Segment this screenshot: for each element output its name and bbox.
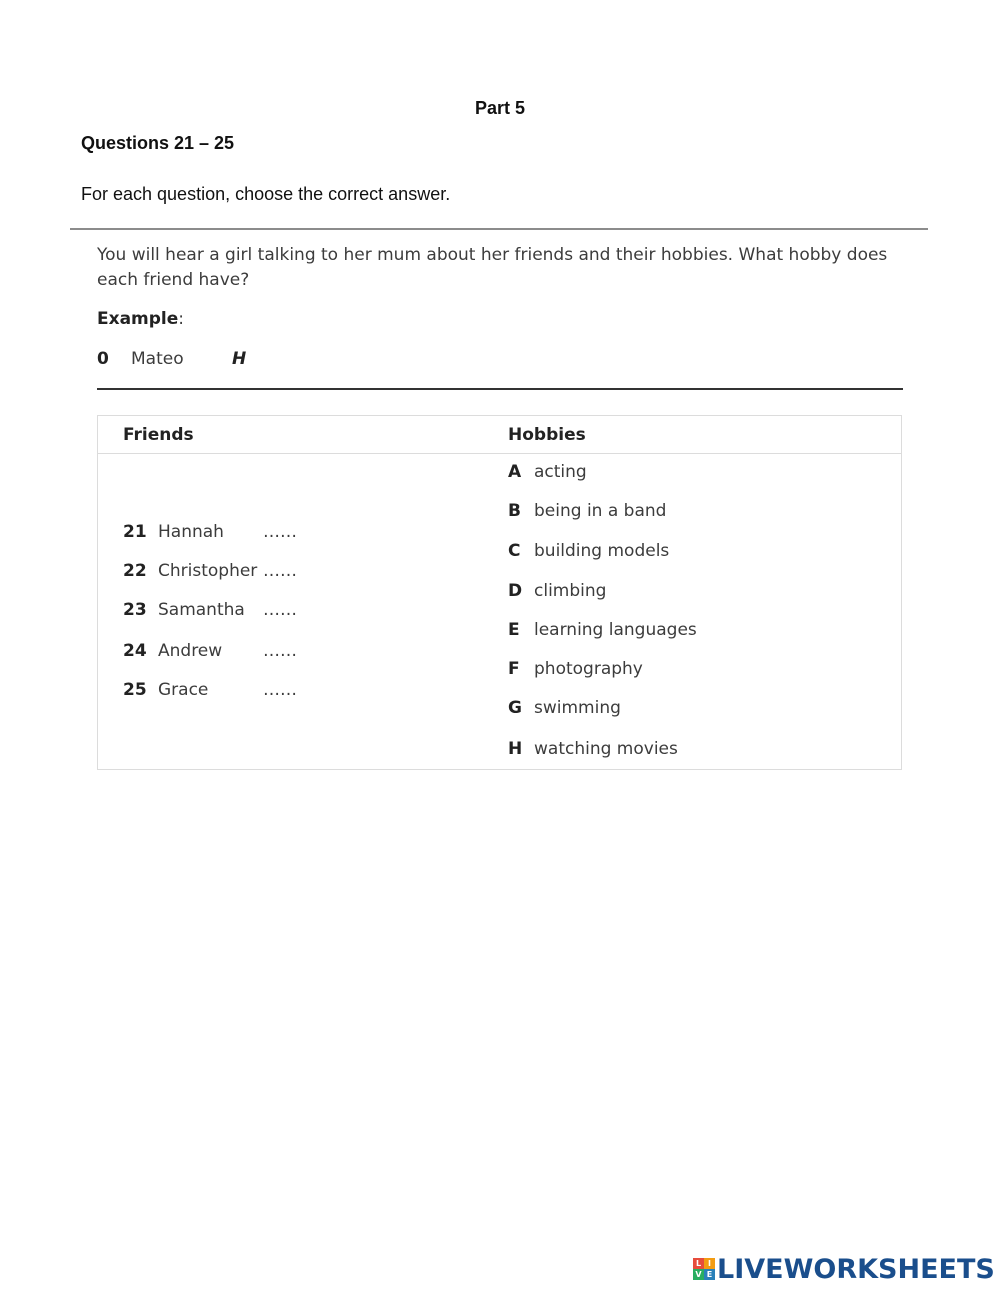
hobby-label: watching movies [534, 739, 678, 759]
friend-row [123, 561, 297, 581]
liveworksheets-logo [693, 1252, 995, 1286]
hobby-option [508, 620, 697, 640]
logo-mark-letter: E [704, 1269, 715, 1280]
hobby-letter: C [508, 541, 521, 561]
friend-number: 21 [123, 522, 147, 542]
hobby-label: being in a band [534, 501, 667, 521]
hobby-letter: G [508, 698, 522, 718]
friend-name: Grace [158, 680, 209, 700]
hobby-letter: B [508, 501, 521, 521]
friend-name: Andrew [158, 641, 223, 661]
friend-name: Samantha [158, 600, 245, 620]
hobby-letter: E [508, 620, 520, 640]
answer-blank[interactable]: …… [263, 641, 297, 661]
hobby-option [508, 462, 587, 482]
answer-blank[interactable]: …… [263, 680, 297, 700]
hobby-option [508, 739, 678, 759]
friend-name: Christopher [158, 561, 258, 581]
logo-mark-letter: I [704, 1258, 715, 1269]
hobby-letter: A [508, 462, 522, 482]
hobby-letter: D [508, 581, 523, 601]
hobby-label: photography [534, 659, 643, 679]
friend-row [123, 641, 297, 661]
answer-blank[interactable]: …… [263, 600, 297, 620]
questions-range: Questions 21 – 25 [81, 133, 235, 153]
example-number: 0 [97, 349, 109, 369]
example-row [97, 349, 246, 369]
example-label-colon: : [178, 309, 185, 329]
hobby-letter: H [508, 739, 523, 759]
friend-number: 22 [123, 561, 147, 581]
matching-table [97, 415, 902, 770]
hobby-option [508, 501, 666, 521]
friend-number: 25 [123, 680, 147, 700]
hobby-option [508, 659, 643, 679]
hobbies-header: Hobbies [508, 425, 586, 445]
hobby-label: building models [534, 541, 670, 561]
part-title: Part 5 [474, 98, 526, 118]
example-label [97, 309, 184, 329]
hobby-label: learning languages [534, 620, 697, 640]
example-answer: H [232, 349, 247, 369]
hobby-option [508, 541, 669, 561]
logo-mark-icon [693, 1258, 715, 1280]
hobby-label: climbing [534, 581, 607, 601]
hobby-option [508, 698, 621, 718]
intro-text: You will hear a girl talking to her mum about her friends and their hobbies. What hobby does each friend have? [97, 245, 888, 290]
example-divider [97, 388, 903, 390]
example-name: Mateo [131, 349, 184, 369]
logo-mark-letter: V [693, 1269, 704, 1280]
hobby-letter: F [508, 659, 520, 679]
friend-number: 23 [123, 600, 147, 620]
top-divider [70, 228, 928, 230]
example-label-text: Example [97, 309, 179, 329]
hobby-label: acting [534, 462, 587, 482]
hobby-label: swimming [534, 698, 621, 718]
friends-header: Friends [123, 425, 194, 445]
table-header [98, 416, 901, 454]
instruction-text: For each question, choose the correct answer. [81, 184, 451, 204]
friend-number: 24 [123, 641, 147, 661]
friend-name: Hannah [158, 522, 224, 542]
answer-blank[interactable]: …… [263, 561, 297, 581]
logo-text: LIVEWORKSHEETS [717, 1253, 995, 1285]
answer-blank[interactable]: …… [263, 522, 297, 542]
friend-row [123, 522, 297, 542]
hobby-option [508, 581, 606, 601]
logo-mark-letter: L [693, 1258, 704, 1269]
friend-row [123, 680, 297, 700]
friend-row [123, 600, 297, 620]
